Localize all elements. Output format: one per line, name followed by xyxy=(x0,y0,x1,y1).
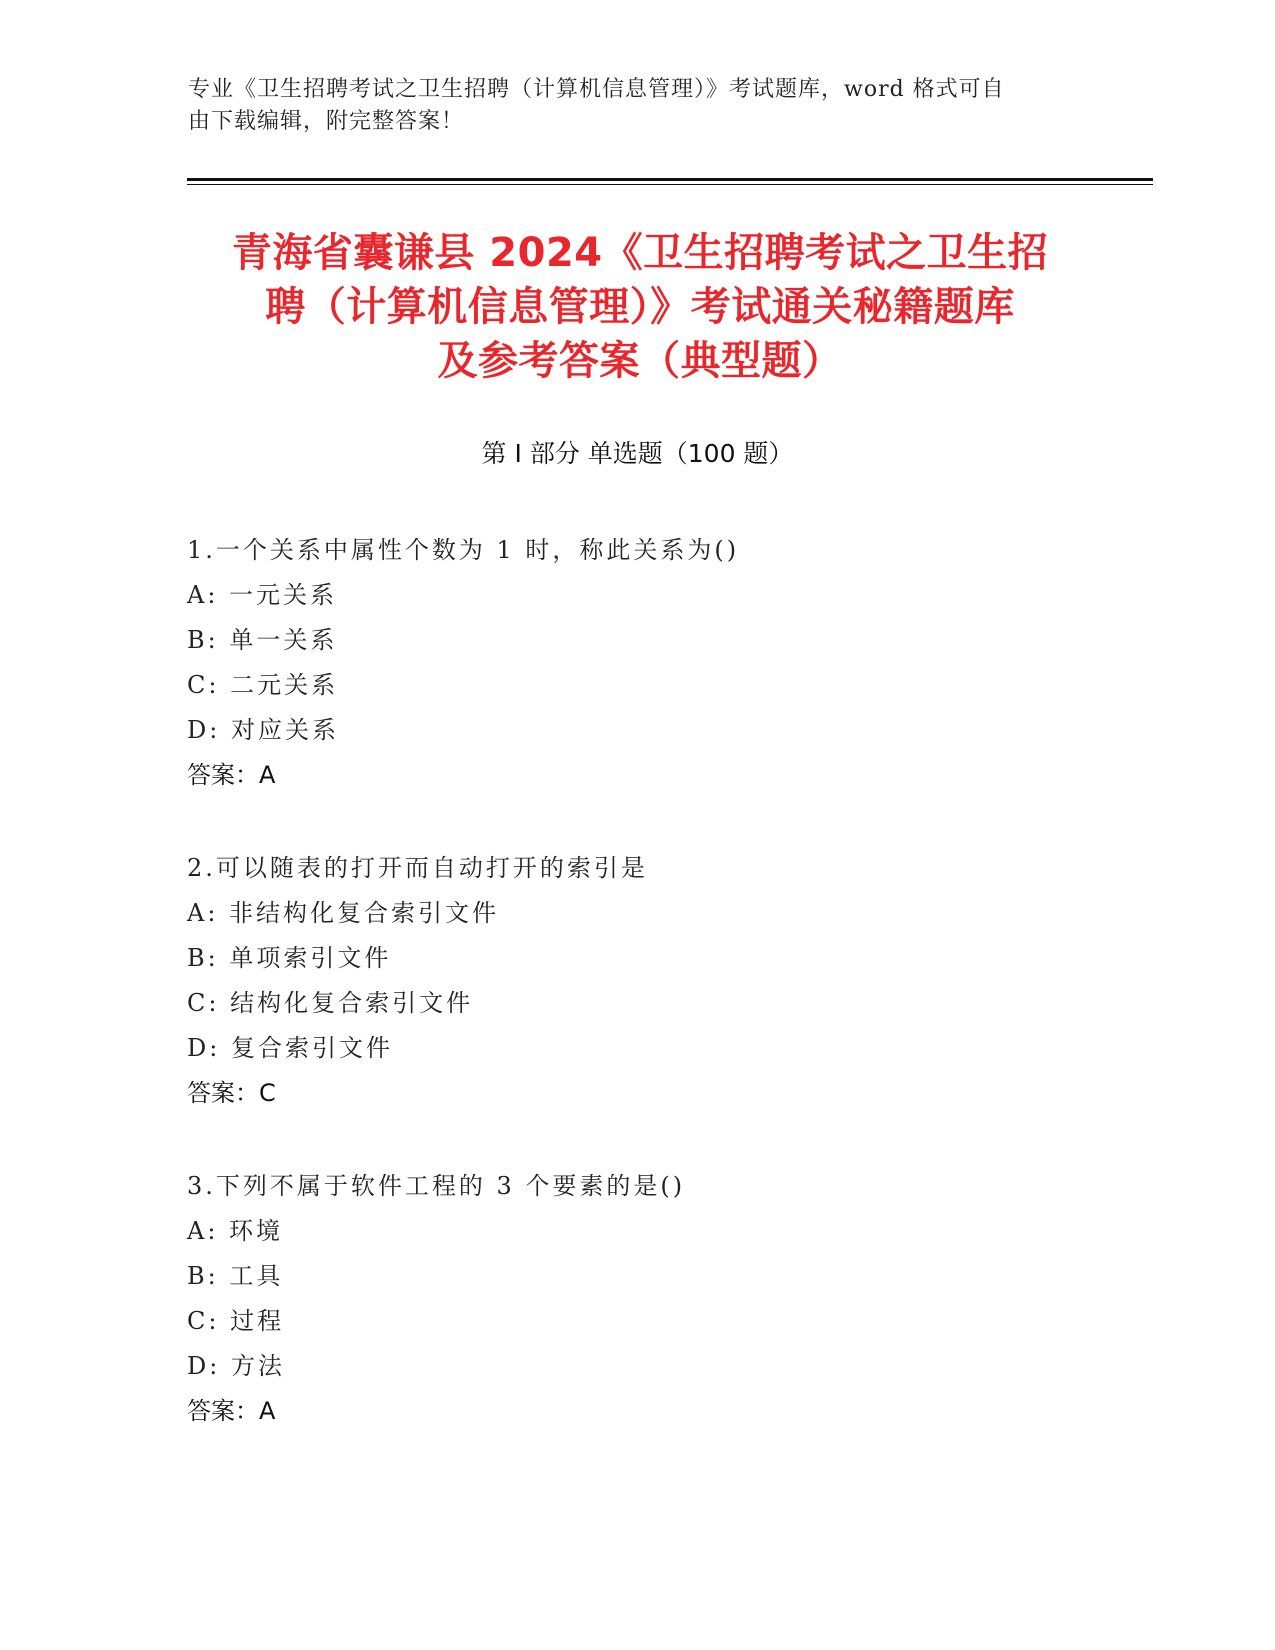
question-stem: 2.可以随表的打开而自动打开的索引是 xyxy=(187,854,648,882)
option-a: A: 非结构化复合索引文件 xyxy=(187,899,500,927)
option-b: B: 单一关系 xyxy=(187,626,338,654)
section-heading: 第 I 部分 单选题（100 题） xyxy=(481,439,794,468)
title-line-2: 聘（计算机信息管理）》考试通关秘籍题库 xyxy=(265,284,1015,330)
document-title xyxy=(180,226,1100,388)
option-d: D: 对应关系 xyxy=(187,716,339,744)
option-b: B: 工具 xyxy=(187,1262,284,1290)
header-note xyxy=(188,74,1068,138)
title-line-3: 及参考答案（典型题） xyxy=(437,338,843,384)
option-b: B: 单项索引文件 xyxy=(187,944,392,972)
question-list xyxy=(187,528,1087,1482)
header-rule-thick xyxy=(187,178,1153,181)
header-rule-thin xyxy=(187,184,1153,185)
option-d: D: 复合索引文件 xyxy=(187,1034,393,1062)
header-note-line-1: 专业《卫生招聘考试之卫生招聘（计算机信息管理）》考试题库，word 格式可自 xyxy=(188,77,1005,102)
option-c: C: 结构化复合索引文件 xyxy=(187,989,474,1017)
option-a: A: 环境 xyxy=(187,1217,284,1245)
question-1 xyxy=(187,528,1087,798)
option-a: A: 一元关系 xyxy=(187,581,338,609)
question-3 xyxy=(187,1164,1087,1434)
header-note-line-2: 由下载编辑，附完整答案！ xyxy=(188,109,465,134)
answer: 答案：C xyxy=(187,1079,276,1107)
answer: 答案：A xyxy=(187,761,276,789)
answer: 答案：A xyxy=(187,1397,276,1425)
option-c: C: 过程 xyxy=(187,1307,285,1335)
question-stem: 3.下列不属于软件工程的 3 个要素的是() xyxy=(187,1172,686,1200)
question-stem: 1.一个关系中属性个数为 1 时，称此关系为() xyxy=(187,536,740,564)
option-d: D: 方法 xyxy=(187,1352,285,1380)
option-c: C: 二元关系 xyxy=(187,671,339,699)
title-line-1: 青海省囊谦县 2024《卫生招聘考试之卫生招 xyxy=(231,230,1049,276)
question-2 xyxy=(187,846,1087,1116)
